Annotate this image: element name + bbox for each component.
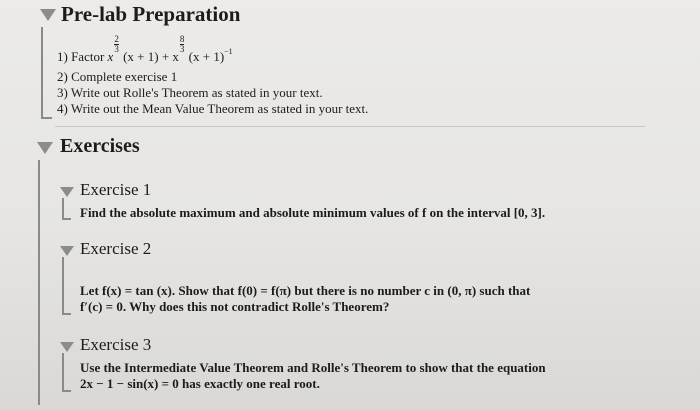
factor-term-2: (x + 1) <box>188 49 225 64</box>
exercise-3-text-2: 2x − 1 − sin(x) = 0 has exactly one real root. <box>80 376 320 391</box>
factor-exponent-1: $\frac{2}{3}$ <box>114 34 119 54</box>
factor-term-1: (x + 1) + x <box>123 49 179 64</box>
collapse-triangle-icon[interactable] <box>60 187 74 197</box>
exercise-1-title: Exercise 1 <box>80 180 152 199</box>
collapse-triangle-icon[interactable] <box>37 142 53 154</box>
prelab-item-1-label: 1) Factor <box>57 49 105 64</box>
prelab-title: Pre-lab Preparation <box>61 2 241 26</box>
factor-base: x <box>107 49 114 64</box>
exercises-title: Exercises <box>60 135 140 157</box>
collapse-triangle-icon[interactable] <box>60 342 74 352</box>
collapse-triangle-icon[interactable] <box>60 246 74 256</box>
prelab-item-1 <box>57 34 233 68</box>
exercise-1-text: Find the absolute maximum and absolute minimum values of f on the interval [0, 3]. <box>80 205 546 220</box>
exercise-2-text-1: Let f(x) = tan (x). Show that f(0) = f(π) but there is no number c in (0, π) such that <box>80 283 531 298</box>
exercise-2-title: Exercise 2 <box>80 239 152 258</box>
collapse-triangle-icon[interactable] <box>40 9 56 21</box>
exercise-3-text-1: Use the Intermediate Value Theorem and Rolle's Theorem to show that the equation <box>80 360 546 375</box>
exercise-2-text-2: f′(c) = 0. Why does this not contradict Rolle's Theorem? <box>80 299 390 314</box>
prelab-item-3: 3) Write out Rolle's Theorem as stated in your text. <box>57 85 323 100</box>
exercise-2-bracket <box>62 257 71 315</box>
divider <box>55 126 645 127</box>
exercise-3-title: Exercise 3 <box>80 335 152 354</box>
prelab-bracket <box>41 27 52 119</box>
exercise-3-bracket <box>62 353 71 392</box>
factor-exponent-2: $\frac{8}{3}$ <box>179 34 185 54</box>
prelab-item-4: 4) Write out the Mean Value Theorem as stated in your text. <box>57 101 369 116</box>
exercise-1-bracket <box>62 198 71 220</box>
factor-exponent-3: −1 <box>224 47 233 56</box>
prelab-item-2: 2) Complete exercise 1 <box>57 69 178 84</box>
exercises-bracket <box>38 160 50 405</box>
